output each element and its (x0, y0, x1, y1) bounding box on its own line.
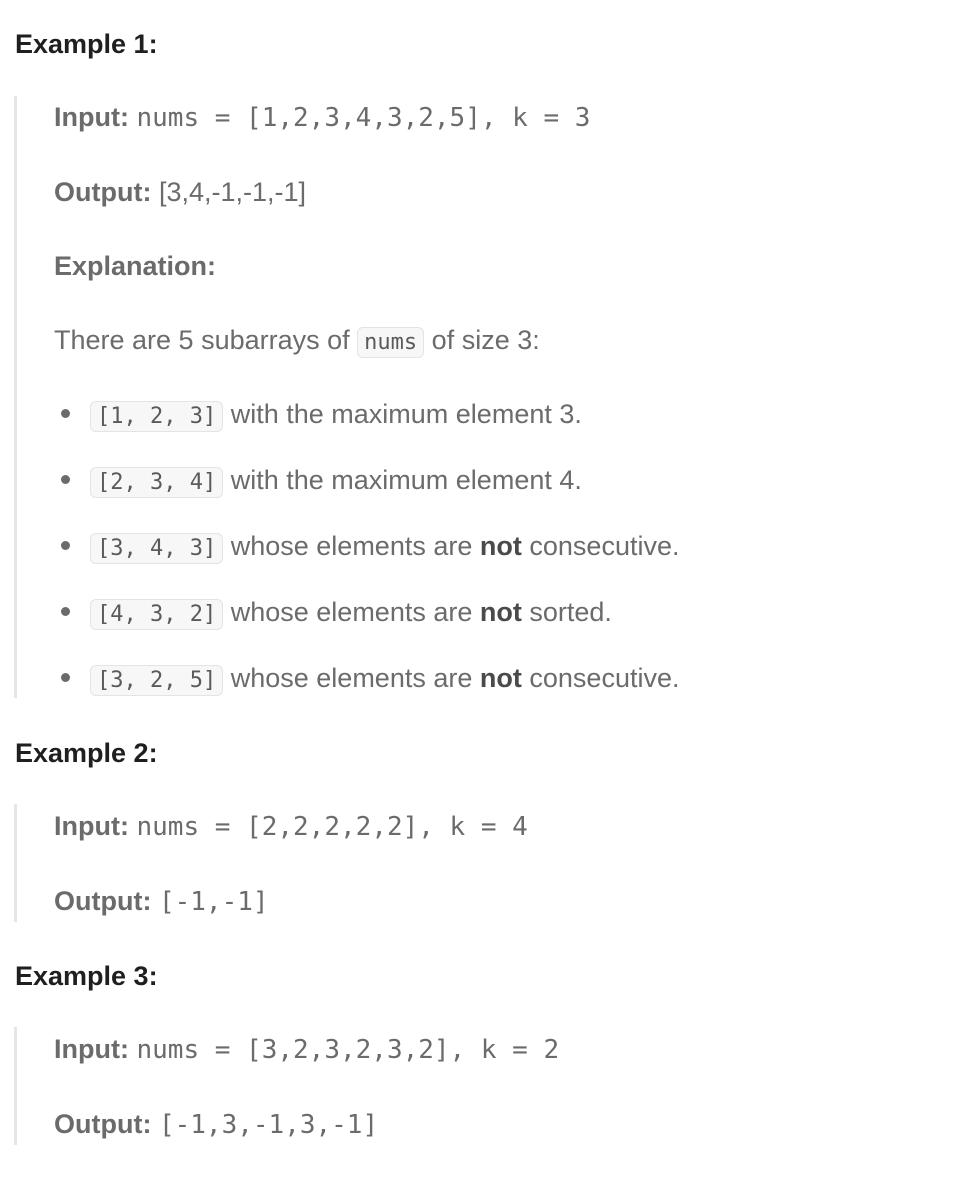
inline-code: [2, 3, 4] (90, 467, 223, 498)
bullet-icon (61, 673, 70, 682)
output-value: [-1,3,-1,3,-1] (158, 1110, 379, 1140)
example-3-output-line (54, 1108, 378, 1141)
list-item-text-post: sorted. (529, 597, 612, 627)
list-item (54, 464, 582, 499)
bullet-icon (61, 607, 70, 616)
list-item-text-post: consecutive. (529, 663, 680, 693)
explanation-text-pre: There are 5 subarrays of (54, 325, 350, 355)
list-item-text: whose elements are (230, 597, 473, 627)
output-label: Output: (54, 177, 152, 207)
list-item-emphasis: not (479, 597, 522, 627)
output-label: Output: (54, 886, 152, 916)
example-1-heading: Example 1: (15, 29, 158, 59)
list-item-text: with the maximum element 4. (230, 465, 582, 495)
inline-code: [1, 2, 3] (90, 401, 223, 432)
list-item-text: whose elements are (230, 663, 473, 693)
list-item-text: whose elements are (230, 531, 473, 561)
inline-code: [3, 4, 3] (90, 533, 223, 564)
inline-code: [4, 3, 2] (90, 599, 223, 630)
input-value: nums = [1,2,3,4,3,2,5], k = 3 (136, 103, 591, 133)
output-label: Output: (54, 1109, 152, 1139)
example-1-block (14, 96, 917, 698)
input-label: Input: (54, 102, 129, 132)
explanation-label: Explanation: (54, 251, 217, 281)
example-1-explanation-label-line (54, 250, 216, 282)
input-label: Input: (54, 811, 129, 841)
bullet-icon (61, 475, 70, 484)
example-2-input-line (54, 810, 528, 843)
example-2-output-line (54, 885, 269, 918)
explanation-text-post: of size 3: (431, 325, 540, 355)
example-3-input-line (54, 1033, 559, 1066)
example-1-explanation-text (54, 324, 540, 359)
output-value: [3,4,-1,-1,-1] (158, 177, 307, 207)
list-item (54, 530, 679, 565)
example-3-heading: Example 3: (15, 961, 158, 991)
inline-code: [3, 2, 5] (90, 665, 223, 696)
example-2-heading: Example 2: (15, 738, 158, 768)
list-item (54, 398, 582, 433)
example-2-block (14, 804, 917, 922)
list-item-emphasis: not (479, 531, 522, 561)
list-item-text: with the maximum element 3. (230, 399, 582, 429)
input-value: nums = [2,2,2,2,2], k = 4 (136, 812, 528, 842)
list-item-text-post: consecutive. (529, 531, 680, 561)
list-item (54, 662, 679, 697)
inline-code: nums (357, 327, 424, 358)
list-item-emphasis: not (479, 663, 522, 693)
output-value: [-1,-1] (158, 887, 269, 917)
bullet-icon (61, 409, 70, 418)
list-item (54, 596, 612, 631)
example-3-block (14, 1027, 917, 1145)
input-label: Input: (54, 1034, 129, 1064)
example-1-output-line (54, 176, 306, 208)
input-value: nums = [3,2,3,2,3,2], k = 2 (136, 1035, 560, 1065)
example-1-input-line (54, 101, 590, 134)
bullet-icon (61, 541, 70, 550)
